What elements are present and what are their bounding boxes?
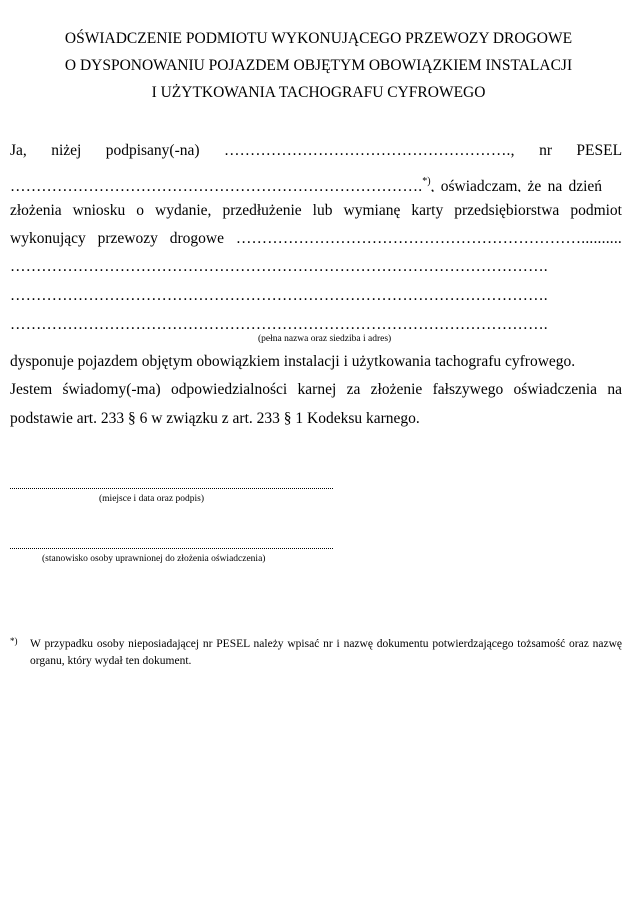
- company-caption: (pełna nazwa oraz siedziba i adres): [258, 334, 392, 344]
- title-line-2: O DYSPONOWANIU POJAZDEM OBJĘTYM OBOWIĄZKIEM INSTALACJI: [64, 57, 573, 74]
- footnote-reference: *): [422, 176, 431, 187]
- position-signature-line[interactable]: [10, 548, 333, 549]
- word: PESEL: [576, 142, 622, 159]
- declaration-text: , oświadczam, że na dzień: [430, 178, 603, 192]
- word: przewozy: [97, 230, 158, 247]
- company-fill-field-1[interactable]: …………………………………………………………..........: [235, 230, 622, 247]
- carrier-line: [10, 229, 622, 249]
- body-line-10: podstawie art. 233 § 6 w związku z art. 233 § 1 Kodeksu karnego.: [10, 410, 420, 427]
- pesel-line: [10, 172, 622, 192]
- name-fill-field[interactable]: ……………………………………………….,: [223, 142, 515, 159]
- body-line-9: Jestem świadomy(-ma) odpowiedzialności karnej za złożenie fałszywego oświadczenia na: [10, 381, 622, 398]
- footnote-mark: *): [10, 636, 18, 646]
- place-date-caption: (miejsce i data oraz podpis): [99, 494, 204, 504]
- company-fill-field-3[interactable]: ………………………………………………………………………………………….: [10, 287, 548, 304]
- body-line-3: złożenia wniosku o wydanie, przedłużenie lub wymianę karty przedsiębiorstwa podmiot: [10, 202, 622, 219]
- pesel-fill-field[interactable]: …………………………………………………………………….: [10, 178, 423, 192]
- word: podpisany(-na): [105, 142, 200, 159]
- word: drogowe: [169, 230, 224, 247]
- body-line-8: dysponuje pojazdem objętym obowiązkiem instalacji i użytkowania tachografu cyfrowego.: [10, 353, 576, 370]
- footnote: [10, 636, 622, 670]
- title-line-1: OŚWIADCZENIE PODMIOTU WYKONUJĄCEGO PRZEWOZY DROGOWE: [64, 30, 573, 47]
- word: wykonujący: [10, 230, 86, 247]
- document-title: [0, 25, 637, 106]
- title-line-3: I UŻYTKOWANIA TACHOGRAFU CYFROWEGO: [151, 84, 486, 101]
- company-fill-field-4[interactable]: ………………………………………………………………………………………….: [10, 316, 548, 333]
- footnote-text: W przypadku osoby nieposiadającej nr PESEL należy wpisać nr i nazwę dokumentu potwierdzającego tożsamość oraz nazwę organu, który wydał ten dokument.: [30, 638, 622, 667]
- word: niżej: [51, 142, 82, 159]
- word: Ja,: [10, 142, 27, 159]
- declarant-name-line: [10, 141, 622, 161]
- word: nr: [539, 142, 552, 159]
- position-caption: (stanowisko osoby uprawnionej do złożenia oświadczenia): [42, 554, 266, 564]
- company-fill-field-2[interactable]: ………………………………………………………………………………………….: [10, 258, 548, 275]
- place-date-signature-line[interactable]: [10, 488, 333, 489]
